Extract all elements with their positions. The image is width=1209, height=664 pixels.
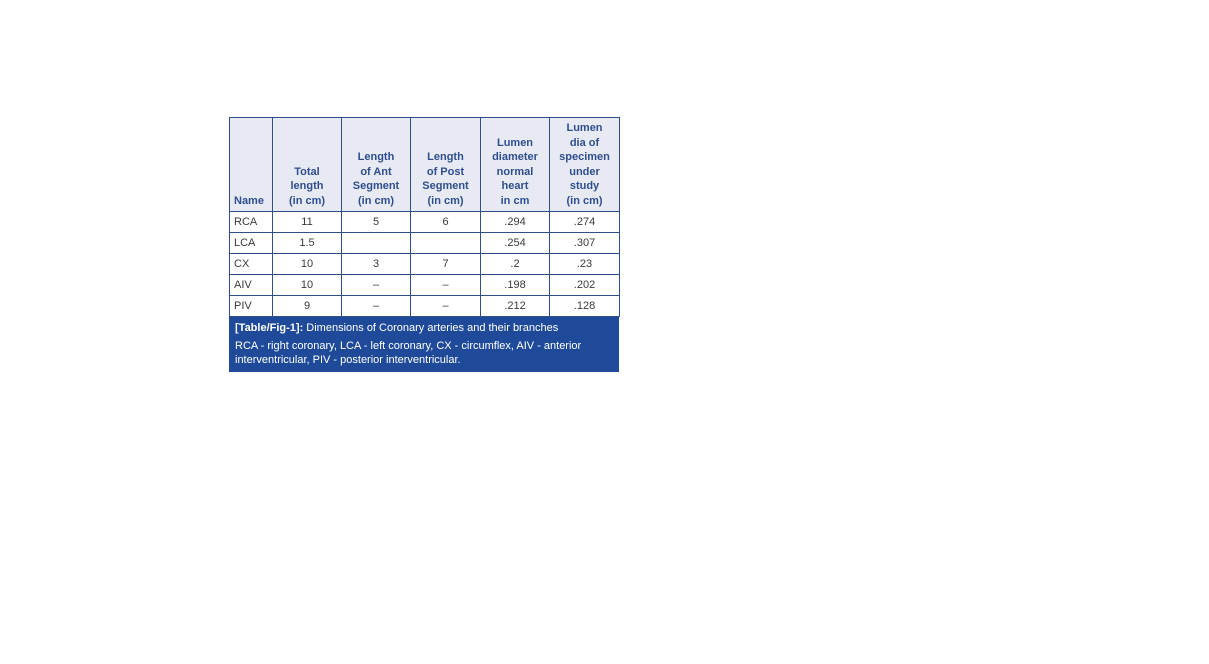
table-cell: CX xyxy=(230,253,273,274)
caption-note: RCA - right coronary, LCA - left coronary, CX - circumflex, AIV - anterior interventricular, PIV - posterior interventricular. xyxy=(235,340,582,366)
table-cell: 1.5 xyxy=(273,232,342,253)
column-header-line: normal xyxy=(496,165,534,178)
table-cell: – xyxy=(411,274,481,295)
column-header-line: heart xyxy=(501,180,529,193)
table-row xyxy=(230,274,620,295)
table-cell: .2 xyxy=(481,253,550,274)
column-header xyxy=(411,118,481,212)
column-header-line: (in cm) xyxy=(357,194,395,207)
column-header-line: length xyxy=(290,180,324,193)
table-cell: 10 xyxy=(273,274,342,295)
table-cell xyxy=(342,232,411,253)
table-row xyxy=(230,211,620,232)
caption-title: Dimensions of Coronary arteries and their branches xyxy=(306,321,559,334)
column-header-line: Lumen xyxy=(566,122,603,134)
column-header-line: (in cm) xyxy=(566,194,603,207)
table-cell: .198 xyxy=(481,274,550,295)
column-header-line: specimen xyxy=(559,151,610,164)
column-header-line: Name xyxy=(234,194,264,207)
column-header-line: of Post xyxy=(426,165,465,178)
table-cell: .212 xyxy=(481,295,550,316)
column-header xyxy=(230,118,273,212)
column-header-line: dia of xyxy=(569,136,600,149)
table-row xyxy=(230,232,620,253)
table-cell: .23 xyxy=(550,253,620,274)
table-cell: 7 xyxy=(411,253,481,274)
table-cell xyxy=(411,232,481,253)
column-header-line: in cm xyxy=(500,194,530,207)
column-header xyxy=(273,118,342,212)
table-cell: .254 xyxy=(481,232,550,253)
table-cell: 5 xyxy=(342,211,411,232)
column-header-line: (in cm) xyxy=(288,194,326,207)
column-header xyxy=(481,118,550,212)
column-header-line: diameter xyxy=(492,151,538,164)
table-header-row xyxy=(230,118,620,212)
column-header-line: study xyxy=(569,180,600,193)
column-header-line: Lumen xyxy=(496,136,534,149)
table-cell: .307 xyxy=(550,232,620,253)
table-row xyxy=(230,253,620,274)
table-cell: 11 xyxy=(273,211,342,232)
column-header xyxy=(342,118,411,212)
table-cell: .128 xyxy=(550,295,620,316)
table-cell: AIV xyxy=(230,274,273,295)
column-header xyxy=(550,118,620,212)
table-cell: 3 xyxy=(342,253,411,274)
caption-title-line xyxy=(235,322,613,336)
table-caption xyxy=(229,317,619,373)
table-cell: .202 xyxy=(550,274,620,295)
dimensions-table xyxy=(229,117,620,317)
table-cell: – xyxy=(342,295,411,316)
table-row xyxy=(230,295,620,316)
table-cell: .274 xyxy=(550,211,620,232)
table-figure xyxy=(229,117,619,372)
column-header-line: Segment xyxy=(352,180,400,193)
table-cell: 10 xyxy=(273,253,342,274)
column-header-line: (in cm) xyxy=(427,194,464,207)
caption-label: [Table/Fig-1]: xyxy=(235,321,304,334)
table-cell: LCA xyxy=(230,232,273,253)
column-header-line: Length xyxy=(427,151,464,164)
column-header-line: Segment xyxy=(422,180,469,193)
column-header-line: Length xyxy=(357,151,395,164)
table-cell: – xyxy=(411,295,481,316)
column-header-line: under xyxy=(569,165,600,178)
table-cell: – xyxy=(342,274,411,295)
table-cell: PIV xyxy=(230,295,273,316)
table-cell: RCA xyxy=(230,211,273,232)
table-cell: 6 xyxy=(411,211,481,232)
column-header-line: of Ant xyxy=(360,165,392,178)
table-cell: 9 xyxy=(273,295,342,316)
table-cell: .294 xyxy=(481,211,550,232)
column-header-line: Total xyxy=(294,165,320,178)
